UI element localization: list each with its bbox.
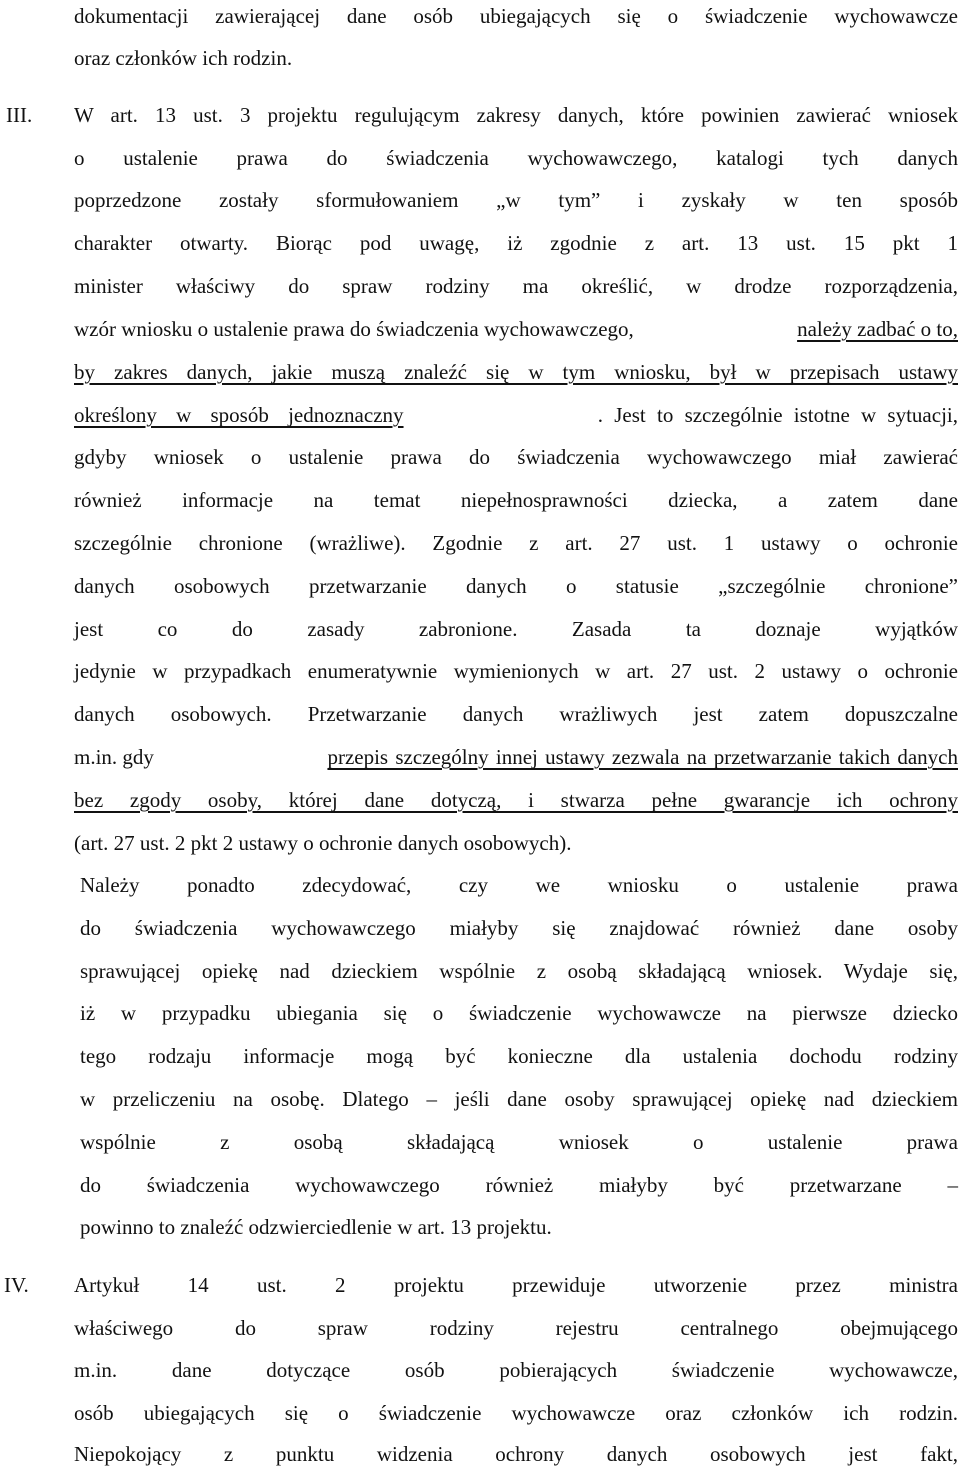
text-line: m.in. dane dotyczące osób pobierających świadczenie wychowawcze, [74, 1358, 958, 1382]
underlined-text: określony w sposób jednoznaczny [74, 403, 404, 427]
text-line: do świadczenia wychowawczego również miałyby być przetwarzane – [80, 1173, 958, 1197]
text-run: wzór wniosku o ustalenie prawa do świadczenia wychowawczego, [74, 317, 634, 341]
text-line: szczególnie chronione (wrażliwe). Zgodnie z art. 27 ust. 1 ustawy o ochronie [74, 531, 958, 555]
text-line: jedynie w przypadkach enumeratywnie wymienionych w art. 27 ust. 2 ustawy o ochronie [74, 659, 958, 683]
text-line: osób ubiegających się o świadczenie wychowawcze oraz członków ich rodzin. [74, 1401, 958, 1425]
text-line [74, 315, 958, 343]
text-line: Niepokojący z punktu widzenia ochrony danych osobowych jest fakt, [74, 1442, 958, 1466]
underlined-text: należy zadbać o to, [797, 317, 958, 341]
underlined-line: bez zgody osoby, której dane dotyczą, i stwarza pełne gwarancje ich ochrony [74, 788, 958, 812]
text-run: m.in. gdy [74, 745, 154, 769]
text-line: tego rodzaju informacje mogą być konieczne dla ustalenia dochodu rodziny [80, 1044, 958, 1068]
text-line [74, 743, 958, 771]
text-line: minister właściwy do spraw rodziny ma określić, w drodze rozporządzenia, [74, 274, 958, 298]
text-line: o ustalenie prawa do świadczenia wychowawczego, katalogi tych danych [74, 146, 958, 170]
text-line: Artykuł 14 ust. 2 projektu przewiduje utworzenie przez ministra [74, 1273, 958, 1297]
section-number: III. [6, 103, 33, 127]
text-line: gdyby wniosek o ustalenie prawa do świadczenia wychowawczego miał zawierać [74, 445, 958, 469]
text-line: w przeliczeniu na osobę. Dlatego – jeśli dane osoby sprawującej opiekę nad dzieckiem [80, 1087, 958, 1111]
text-line: właściwego do spraw rodziny rejestru centralnego obejmującego [74, 1316, 958, 1340]
text-line: oraz członków ich rodzin. [74, 46, 293, 70]
text-line: powinno to znaleźć odzwierciedlenie w art. 13 projektu. [80, 1215, 552, 1239]
text-line: wspólnie z osobą składającą wniosek o ustalenie prawa [80, 1130, 958, 1154]
text-line: sprawującej opiekę nad dzieckiem wspólnie z osobą składającą wniosek. Wydaje się, [80, 959, 958, 983]
text-line: dokumentacji zawierającej dane osób ubiegających się o świadczenie wychowawcze [74, 4, 958, 28]
text-line: poprzedzone zostały sformułowaniem „w tym” i zyskały w ten sposób [74, 188, 958, 212]
text-line [74, 401, 958, 429]
text-line: (art. 27 ust. 2 pkt 2 ustawy o ochronie danych osobowych). [74, 831, 572, 855]
text-run: . Jest to szczególnie istotne w sytuacji, [597, 403, 958, 427]
underlined-line: by zakres danych, jakie muszą znaleźć się w tym wniosku, był w przepisach ustawy [74, 360, 958, 384]
text-line: danych osobowych przetwarzanie danych o statusie „szczególnie chronione” [74, 574, 958, 598]
text-line: Należy ponadto zdecydować, czy we wniosku o ustalenie prawa [80, 873, 958, 897]
text-line: charakter otwarty. Biorąc pod uwagę, iż zgodnie z art. 13 ust. 15 pkt 1 [74, 231, 958, 255]
text-line: do świadczenia wychowawczego miałyby się znajdować również dane osoby [80, 916, 958, 940]
section-number: IV. [4, 1273, 29, 1297]
text-line: W art. 13 ust. 3 projektu regulującym zakresy danych, które powinien zawierać wniosek [74, 103, 958, 127]
text-line: iż w przypadku ubiegania się o świadczenie wychowawcze na pierwsze dziecko [80, 1001, 958, 1025]
text-line: również informacje na temat niepełnosprawności dziecka, a zatem dane [74, 488, 958, 512]
underlined-text: przepis szczególny innej ustawy zezwala na przetwarzanie takich danych [327, 745, 958, 769]
text-line: danych osobowych. Przetwarzanie danych wrażliwych jest zatem dopuszczalne [74, 702, 958, 726]
text-line: jest co do zasady zabronione. Zasada ta doznaje wyjątków [74, 617, 958, 641]
